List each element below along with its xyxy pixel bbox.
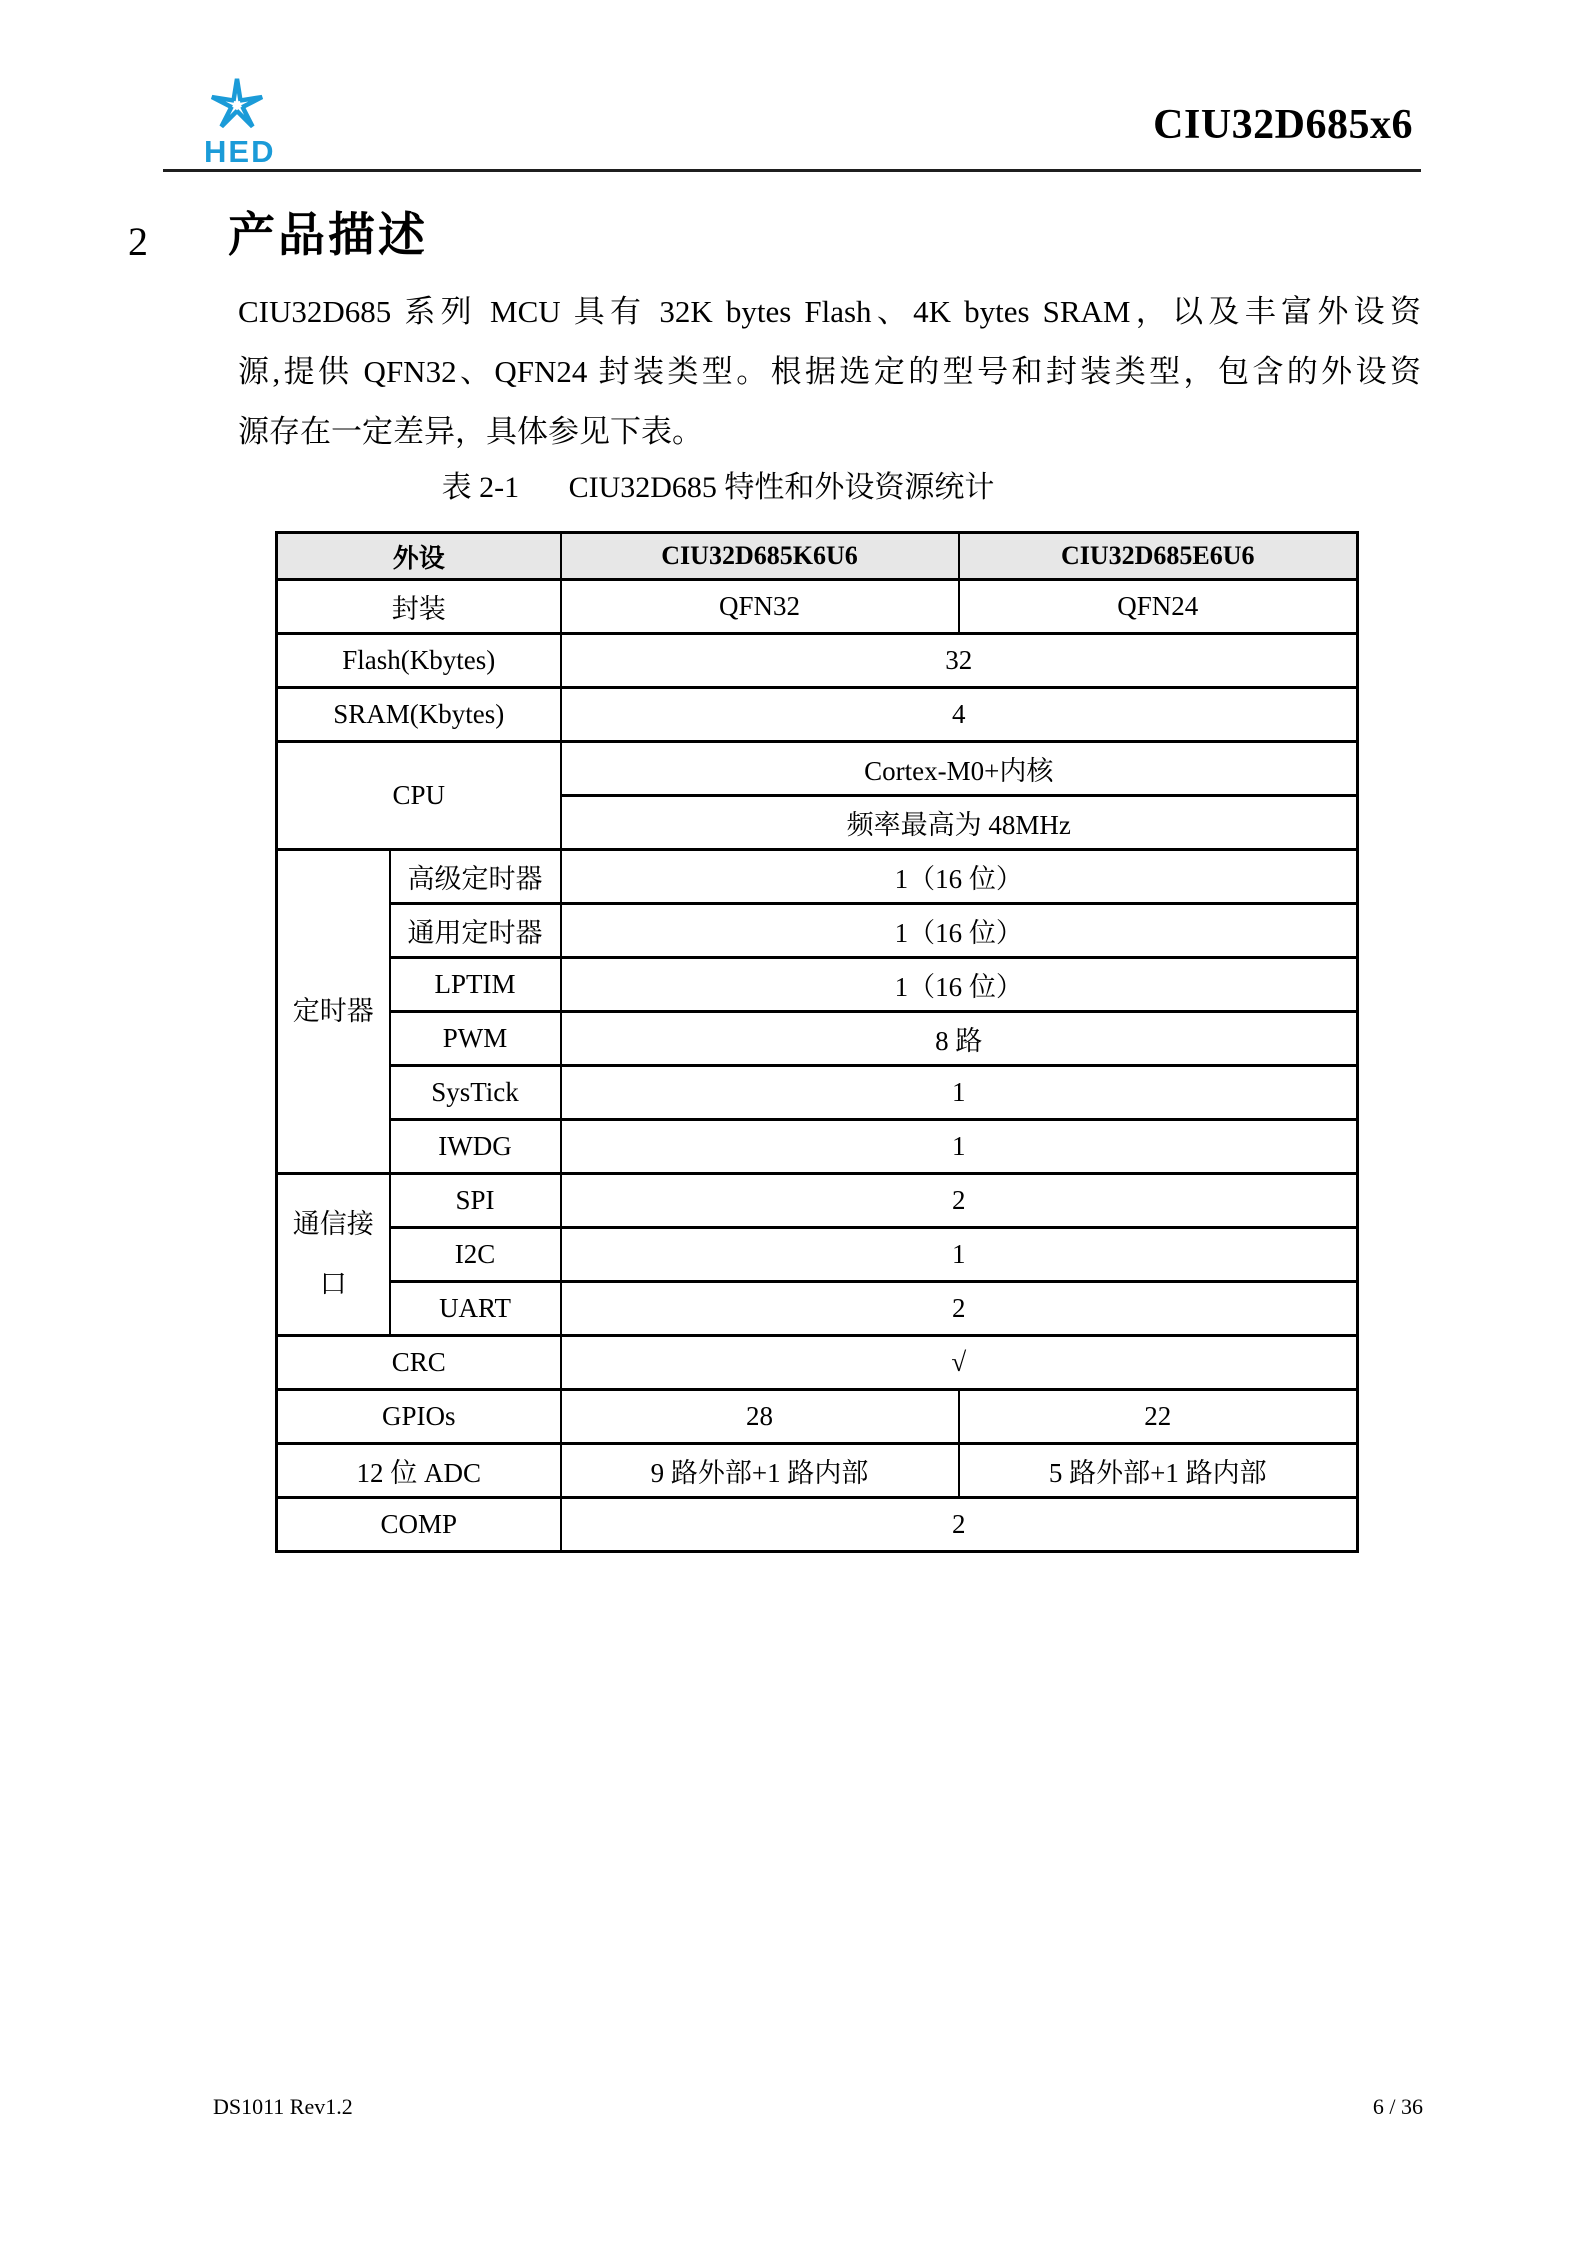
footer-page-number: 6 / 36 xyxy=(1372,2094,1423,2119)
timer-value: 1 xyxy=(561,1120,1358,1174)
comm-value: 2 xyxy=(561,1282,1358,1336)
comm-group-label: 通信接口 xyxy=(277,1174,390,1336)
adc-k6u6: 9 路外部+1 路内部 xyxy=(561,1444,959,1498)
header-rule xyxy=(163,169,1421,172)
comm-value: 1 xyxy=(561,1228,1358,1282)
table-row xyxy=(277,1228,1358,1282)
table-row xyxy=(277,580,1358,634)
table-row xyxy=(277,1498,1358,1552)
table-row xyxy=(277,1444,1358,1498)
timer-value: 1（16 位） xyxy=(561,850,1358,904)
header-model-e6u6: CIU32D685E6U6 xyxy=(959,533,1358,580)
comm-label: SPI xyxy=(390,1174,561,1228)
comp-value: 2 xyxy=(561,1498,1358,1552)
timer-group-label: 定时器 xyxy=(277,850,390,1174)
table-row xyxy=(277,1390,1358,1444)
table-row xyxy=(277,958,1358,1012)
header-logo xyxy=(204,74,284,167)
comm-label: UART xyxy=(390,1282,561,1336)
doc-title: CIU32D685x6 xyxy=(1153,102,1413,148)
cpu-core: Cortex-M0+内核 xyxy=(561,742,1358,796)
table-caption-label: 表 2-1 xyxy=(441,471,520,504)
comp-label: COMP xyxy=(277,1498,561,1552)
package-k6u6: QFN32 xyxy=(561,580,959,634)
table-row xyxy=(277,1336,1358,1390)
paragraph-line: CIU32D685 系列 MCU 具有 32K bytes Flash、4K bytes SRAM，以及丰富外设资 xyxy=(238,294,1421,329)
timer-label: SysTick xyxy=(390,1066,561,1120)
table-row xyxy=(277,1120,1358,1174)
timer-value: 1（16 位） xyxy=(561,904,1358,958)
sram-label: SRAM(Kbytes) xyxy=(277,688,561,742)
crc-value: √ xyxy=(561,1336,1358,1390)
cpu-frequency: 频率最高为 48MHz xyxy=(561,796,1358,850)
table-row xyxy=(277,904,1358,958)
package-label: 封装 xyxy=(277,580,561,634)
table-caption xyxy=(238,462,1198,506)
peripherals-table xyxy=(275,531,1359,1553)
timer-value: 8 路 xyxy=(561,1012,1358,1066)
package-e6u6: QFN24 xyxy=(959,580,1358,634)
timer-value: 1 xyxy=(561,1066,1358,1120)
table-caption-title: CIU32D685 特性和外设资源统计 xyxy=(568,471,995,504)
crc-label: CRC xyxy=(277,1336,561,1390)
header-peripheral: 外设 xyxy=(277,533,561,580)
footer-doc-number: DS1011 Rev1.2 xyxy=(213,2094,353,2119)
sram-value: 4 xyxy=(561,688,1358,742)
gpios-e6u6: 22 xyxy=(959,1390,1358,1444)
table-row xyxy=(277,1282,1358,1336)
timer-label: PWM xyxy=(390,1012,561,1066)
flash-label: Flash(Kbytes) xyxy=(277,634,561,688)
adc-e6u6: 5 路外部+1 路内部 xyxy=(959,1444,1358,1498)
gpios-label: GPIOs xyxy=(277,1390,561,1444)
timer-label: LPTIM xyxy=(390,958,561,1012)
timer-label: 高级定时器 xyxy=(390,850,561,904)
body-paragraph xyxy=(238,282,1421,462)
paragraph-line: 源存在一定差异，具体参见下表。 xyxy=(238,414,703,449)
table-row xyxy=(277,634,1358,688)
cpu-label: CPU xyxy=(277,742,561,850)
section-title: 产品描述 xyxy=(228,210,428,262)
logo-text: HED xyxy=(204,134,276,169)
gpios-k6u6: 28 xyxy=(561,1390,959,1444)
adc-label: 12 位 ADC xyxy=(277,1444,561,1498)
timer-value: 1（16 位） xyxy=(561,958,1358,1012)
table-row xyxy=(277,688,1358,742)
table-row xyxy=(277,850,1358,904)
table-header-row xyxy=(277,533,1358,580)
header-model-k6u6: CIU32D685K6U6 xyxy=(561,533,959,580)
timer-label: IWDG xyxy=(390,1120,561,1174)
table-row xyxy=(277,1174,1358,1228)
hed-star-icon xyxy=(206,74,268,134)
timer-label: 通用定时器 xyxy=(390,904,561,958)
section-number: 2 xyxy=(128,219,148,264)
table-row xyxy=(277,1066,1358,1120)
comm-label: I2C xyxy=(390,1228,561,1282)
paragraph-line: 源,提供 QFN32、QFN24 封装类型。根据选定的型号和封装类型，包含的外设资 xyxy=(238,354,1421,389)
flash-value: 32 xyxy=(561,634,1358,688)
table-row xyxy=(277,742,1358,796)
table-row xyxy=(277,1012,1358,1066)
comm-value: 2 xyxy=(561,1174,1358,1228)
